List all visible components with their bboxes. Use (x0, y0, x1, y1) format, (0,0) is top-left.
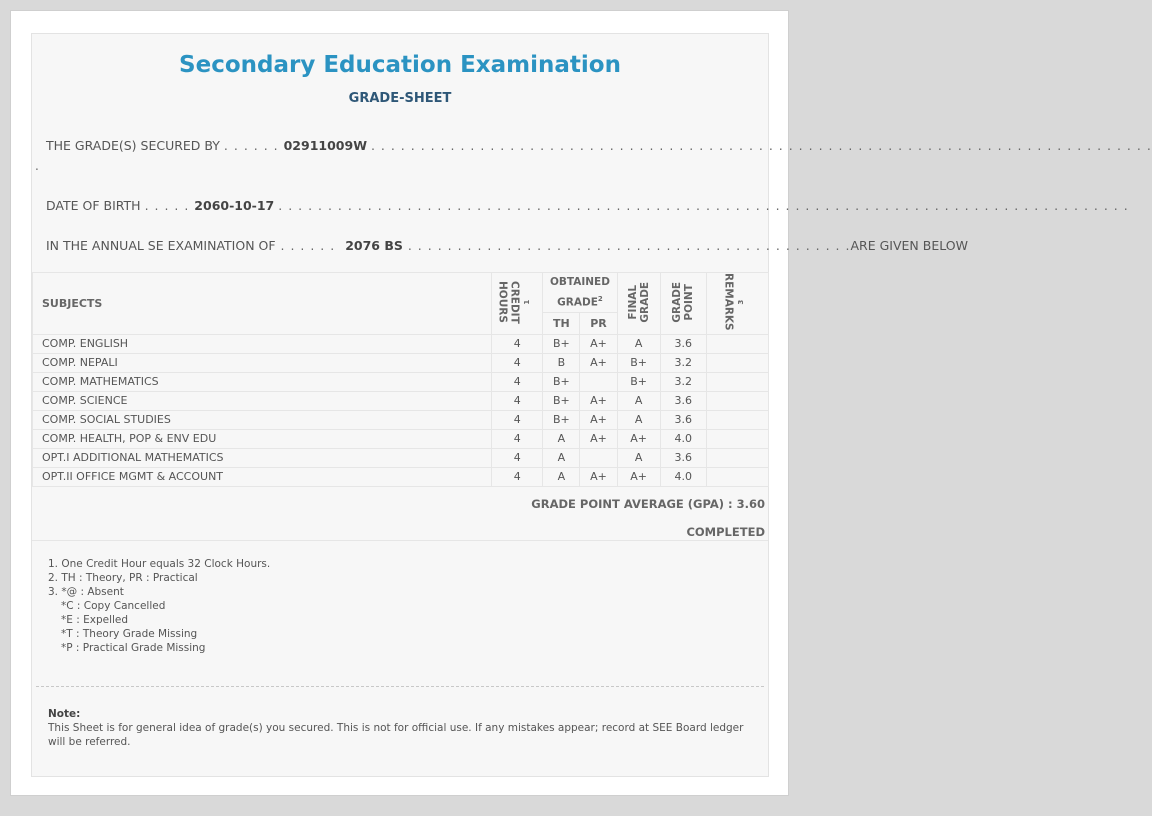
credit-cell: 4 (492, 467, 543, 486)
grade-point-cell: 4.0 (660, 467, 706, 486)
exam-year: 2076 BS (345, 238, 403, 253)
dot-mark: . (35, 159, 39, 173)
secured-by-line: THE GRADE(S) SECURED BY . . . . . . 02911009W . . . . . . . . . . . . . . . . . . . . . . . . . . . . . . . . . . . . . . . . . . . . . . . . . . . . . . . . . . . . . . . . . . . . . . . . . . . . . . . (46, 138, 1152, 153)
grade-point-cell: 3.6 (660, 410, 706, 429)
grade-point-cell: 3.6 (660, 334, 706, 353)
pr-grade-cell (580, 448, 617, 467)
divider (32, 540, 768, 541)
table-row (33, 353, 769, 372)
table-row (33, 334, 769, 353)
table-row (33, 429, 769, 448)
final-grade-cell: A (617, 334, 660, 353)
grade-point-cell: 3.2 (660, 372, 706, 391)
exam-label: IN THE ANNUAL SE EXAMINATION OF (46, 238, 276, 253)
subject-cell: COMP. SOCIAL STUDIES (33, 410, 492, 429)
th-grade-cell: A (543, 467, 580, 486)
grade-sheet (31, 33, 1152, 777)
note-item: *C : Copy Cancelled (61, 600, 166, 612)
credit-cell: 4 (492, 334, 543, 353)
final-grade-cell: A+ (617, 429, 660, 448)
note-item: *T : Theory Grade Missing (61, 628, 198, 640)
disclaimer (48, 707, 748, 749)
subject-cell: OPT.II OFFICE MGMT & ACCOUNT (33, 467, 492, 486)
remarks-cell (706, 353, 768, 372)
pr-grade-cell: A+ (580, 467, 617, 486)
notes-list (48, 557, 270, 655)
header-subjects: SUBJECTS (33, 273, 492, 335)
th-grade-cell: B+ (543, 372, 580, 391)
table-row (33, 410, 769, 429)
pr-grade-cell (580, 372, 617, 391)
dob-value: 2060-10-17 (194, 198, 275, 213)
table-row (33, 372, 769, 391)
header-pr: PR (580, 312, 617, 334)
pr-grade-cell: A+ (580, 391, 617, 410)
secured-by-label: THE GRADE(S) SECURED BY (46, 138, 220, 153)
th-grade-cell: A (543, 448, 580, 467)
given-below-text: ARE GIVEN BELOW (850, 238, 968, 253)
credit-cell: 4 (492, 353, 543, 372)
header-grade-point: GRADE POINT (660, 273, 706, 335)
note-item: *E : Expelled (61, 614, 129, 626)
pr-grade-cell: A+ (580, 353, 617, 372)
remarks-cell (706, 334, 768, 353)
remarks-cell (706, 467, 768, 486)
note-item: 3. *@ : Absent (48, 586, 124, 598)
grade-point-cell: 3.6 (660, 448, 706, 467)
credit-cell: 4 (492, 372, 543, 391)
final-grade-cell: A (617, 448, 660, 467)
subject-cell: COMP. SCIENCE (33, 391, 492, 410)
final-grade-cell: A (617, 410, 660, 429)
exam-line: IN THE ANNUAL SE EXAMINATION OF . . . . . . 2076 BS . . . . . . . . . . . . . . . . . . . . . . . . . . . . . . . . . . . . . . . . . . . . . ARE GIVEN BELOW (46, 238, 968, 253)
remarks-cell (706, 391, 768, 410)
pr-grade-cell: A+ (580, 334, 617, 353)
credit-cell: 4 (492, 429, 543, 448)
table-row (33, 391, 769, 410)
header-obtained-grade: OBTAINED GRADE$^2$ (543, 273, 617, 313)
dob-label: DATE OF BIRTH (46, 198, 141, 213)
credit-cell: 4 (492, 448, 543, 467)
grade-point-cell: 3.6 (660, 391, 706, 410)
note-item: 2. TH : Theory, PR : Practical (48, 572, 198, 584)
exam-title: Secondary Education Examination (179, 52, 621, 78)
subject-cell: COMP. NEPALI (33, 353, 492, 372)
disclaimer-label: Note: (48, 708, 81, 720)
th-grade-cell: B+ (543, 410, 580, 429)
table-row (33, 448, 769, 467)
result-status: COMPLETED (686, 525, 765, 539)
disclaimer-text: This Sheet is for general idea of grade(s) you secured. This is not for official use. If any mistakes appear; record at SEE Board ledger will be referred. (48, 722, 744, 748)
remarks-cell (706, 372, 768, 391)
grades-table (32, 272, 769, 487)
table-row (33, 467, 769, 486)
dashed-divider (36, 686, 764, 687)
note-item: 1. One Credit Hour equals 32 Clock Hours. (48, 558, 271, 570)
remarks-cell (706, 429, 768, 448)
subject-cell: COMP. HEALTH, POP & ENV EDU (33, 429, 492, 448)
th-grade-cell: B (543, 353, 580, 372)
grade-point-cell: 3.2 (660, 353, 706, 372)
header-credit-hours: CREDIT HOURS $^1$ (492, 273, 543, 335)
credit-cell: 4 (492, 410, 543, 429)
remarks-cell (706, 410, 768, 429)
remarks-cell (706, 448, 768, 467)
page-frame (10, 10, 1152, 796)
credit-cell: 4 (492, 391, 543, 410)
symbol-number: 02911009W (283, 138, 367, 153)
th-grade-cell: A (543, 429, 580, 448)
subject-cell: OPT.I ADDITIONAL MATHEMATICS (33, 448, 492, 467)
subject-cell: COMP. MATHEMATICS (33, 372, 492, 391)
header-remarks: REMARKS $^3$ (706, 273, 768, 335)
sheet-subtitle: GRADE-SHEET (348, 91, 452, 106)
th-grade-cell: B+ (543, 391, 580, 410)
header-th: TH (543, 312, 580, 334)
final-grade-cell: A+ (617, 467, 660, 486)
gpa-value: GRADE POINT AVERAGE (GPA) : 3.60 (531, 497, 765, 511)
final-grade-cell: A (617, 391, 660, 410)
final-grade-cell: B+ (617, 372, 660, 391)
th-grade-cell: B+ (543, 334, 580, 353)
pr-grade-cell: A+ (580, 429, 617, 448)
final-grade-cell: B+ (617, 353, 660, 372)
dob-line: DATE OF BIRTH . . . . . 2060-10-17 . . . . . . . . . . . . . . . . . . . . . . . . . . . . . . . . . . . . . . . . . . . . . . . . . . . . . . . . . . . . . . . . . . . . . . . . . . . . . . . . . . . . . . (46, 198, 1129, 213)
note-item: *P : Practical Grade Missing (61, 642, 206, 654)
pr-grade-cell: A+ (580, 410, 617, 429)
header-final-grade: FINAL GRADE (617, 273, 660, 335)
grade-point-cell: 4.0 (660, 429, 706, 448)
subject-cell: COMP. ENGLISH (33, 334, 492, 353)
